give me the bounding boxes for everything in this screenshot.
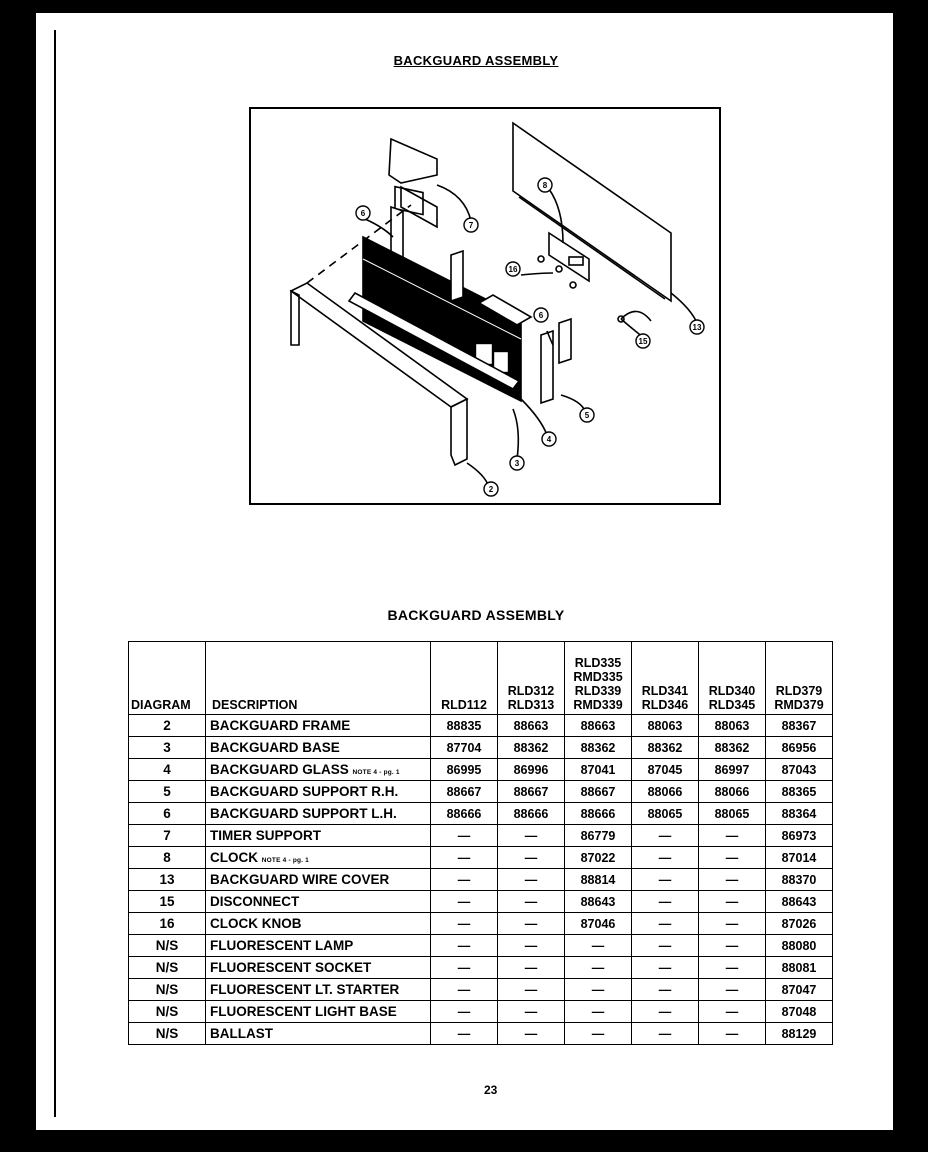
part-number-cell: 88666	[498, 803, 565, 825]
part-number-cell: 88835	[431, 715, 498, 737]
diagram-number-cell: N/S	[129, 935, 206, 957]
table-row	[129, 803, 833, 825]
diagram-number-cell: 2	[129, 715, 206, 737]
part-number-cell: 87704	[431, 737, 498, 759]
page-number: 23	[484, 1083, 498, 1097]
part-number-cell: 87041	[565, 759, 632, 781]
part-number-cell: —	[565, 957, 632, 979]
diagram-number-cell: 8	[129, 847, 206, 869]
part-number-cell: 88129	[766, 1023, 833, 1045]
description-cell	[206, 759, 431, 781]
part-number-cell: 88370	[766, 869, 833, 891]
part-number-cell: —	[565, 935, 632, 957]
part-number-cell: 87014	[766, 847, 833, 869]
part-number-cell: 86779	[565, 825, 632, 847]
description-text: CLOCK	[210, 850, 258, 865]
svg-text:15: 15	[638, 337, 648, 346]
part-number-cell: 88080	[766, 935, 833, 957]
part-number-cell: —	[699, 891, 766, 913]
part-number-cell: —	[632, 957, 699, 979]
table-row	[129, 847, 833, 869]
exploded-diagram	[249, 107, 721, 505]
part-number-cell: 88667	[565, 781, 632, 803]
description-cell	[206, 715, 431, 737]
part-number-cell: —	[431, 869, 498, 891]
column-header-model: RLD341 RLD346	[632, 642, 699, 715]
part-number-cell: 88066	[632, 781, 699, 803]
table-row	[129, 759, 833, 781]
part-number-cell: —	[632, 891, 699, 913]
table-row	[129, 737, 833, 759]
table-row	[129, 1023, 833, 1045]
diagram-number-cell: 4	[129, 759, 206, 781]
description-text: FLUORESCENT LT. STARTER	[210, 982, 400, 997]
part-number-cell: 88065	[632, 803, 699, 825]
callout-13	[690, 320, 704, 334]
part-number-cell: 87047	[766, 979, 833, 1001]
part-number-cell: —	[498, 935, 565, 957]
section-title: BACKGUARD ASSEMBLY	[387, 607, 565, 623]
description-cell	[206, 913, 431, 935]
diagram-number-cell: N/S	[129, 979, 206, 1001]
diagram-number-cell: 3	[129, 737, 206, 759]
description-text: FLUORESCENT LIGHT BASE	[210, 1004, 397, 1019]
description-cell	[206, 803, 431, 825]
part-number-cell: —	[632, 847, 699, 869]
callout-15	[636, 334, 650, 348]
description-cell	[206, 1001, 431, 1023]
column-header-diagram: DIAGRAM	[129, 642, 206, 715]
part-number-cell: 88362	[498, 737, 565, 759]
part-number-cell: 88362	[632, 737, 699, 759]
backguard-exploded-view	[251, 109, 719, 503]
diagram-number-cell: 13	[129, 869, 206, 891]
part-number-cell: —	[498, 869, 565, 891]
description-text: BACKGUARD FRAME	[210, 718, 351, 733]
table-row	[129, 935, 833, 957]
part-number-cell: 88063	[699, 715, 766, 737]
part-number-cell: —	[431, 913, 498, 935]
part-number-cell: —	[431, 1001, 498, 1023]
diagram-number-cell: 7	[129, 825, 206, 847]
callout-5	[580, 408, 594, 422]
part-number-cell: 88081	[766, 957, 833, 979]
callout-2	[484, 482, 498, 496]
part-number-cell: —	[632, 869, 699, 891]
part-number-cell: —	[498, 1001, 565, 1023]
part-number-cell: 86997	[699, 759, 766, 781]
part-number-cell: —	[632, 935, 699, 957]
part-number-cell: 88364	[766, 803, 833, 825]
description-cell	[206, 979, 431, 1001]
diagram-number-cell: N/S	[129, 1023, 206, 1045]
svg-text:2: 2	[488, 485, 494, 494]
description-cell	[206, 1023, 431, 1045]
diagram-number-cell: N/S	[129, 957, 206, 979]
svg-text:6: 6	[360, 209, 366, 218]
table-row	[129, 715, 833, 737]
part-number-cell: —	[431, 1023, 498, 1045]
svg-text:7: 7	[468, 221, 474, 230]
svg-text:16: 16	[508, 265, 518, 274]
part-number-cell: 88367	[766, 715, 833, 737]
part-number-cell: —	[431, 957, 498, 979]
description-text: DISCONNECT	[210, 894, 300, 909]
column-header-model: RLD379 RMD379	[766, 642, 833, 715]
part-number-cell: 86996	[498, 759, 565, 781]
part-number-cell: —	[699, 979, 766, 1001]
part-number-cell: —	[699, 869, 766, 891]
part-number-cell: —	[699, 913, 766, 935]
callout-7	[464, 218, 478, 232]
svg-text:8: 8	[542, 181, 548, 190]
description-cell	[206, 935, 431, 957]
svg-text:6: 6	[538, 311, 544, 320]
diagram-number-cell: 15	[129, 891, 206, 913]
part-number-cell: —	[632, 825, 699, 847]
part-number-cell: 87026	[766, 913, 833, 935]
svg-text:13: 13	[692, 323, 702, 332]
part-number-cell: —	[632, 913, 699, 935]
part-number-cell: —	[699, 957, 766, 979]
description-cell	[206, 781, 431, 803]
description-text: FLUORESCENT LAMP	[210, 938, 354, 953]
diagram-number-cell: N/S	[129, 1001, 206, 1023]
callout-6-lh	[356, 206, 370, 220]
part-number-cell: 88365	[766, 781, 833, 803]
part-number-cell: —	[431, 979, 498, 1001]
description-cell	[206, 847, 431, 869]
description-text: BACKGUARD WIRE COVER	[210, 872, 390, 887]
part-number-cell: —	[498, 1023, 565, 1045]
part-number-cell: 88667	[498, 781, 565, 803]
description-cell	[206, 957, 431, 979]
parts-table	[128, 641, 833, 1045]
table-row	[129, 979, 833, 1001]
part-number-cell: 88643	[565, 891, 632, 913]
part-number-cell: —	[632, 1001, 699, 1023]
callout-8	[538, 178, 552, 192]
part-number-cell: 88643	[766, 891, 833, 913]
footnote-reference: NOTE 4 - pg. 1	[352, 769, 400, 776]
parts-table-body	[129, 715, 833, 1045]
part-number-cell: 88666	[431, 803, 498, 825]
description-cell	[206, 737, 431, 759]
svg-text:5: 5	[584, 411, 590, 420]
callout-6	[534, 308, 548, 322]
part-number-cell: —	[431, 825, 498, 847]
part-number-cell: —	[498, 825, 565, 847]
part-number-cell: —	[498, 913, 565, 935]
part-number-cell: 88814	[565, 869, 632, 891]
part-number-cell: —	[699, 1001, 766, 1023]
column-header-model: RLD312 RLD313	[498, 642, 565, 715]
footnote-reference: NOTE 4 - pg. 1	[261, 857, 309, 864]
description-text: TIMER SUPPORT	[210, 828, 322, 843]
part-number-cell: —	[699, 1023, 766, 1045]
part-number-cell: 88663	[565, 715, 632, 737]
callout-3	[510, 456, 524, 470]
part-number-cell: —	[565, 1023, 632, 1045]
diagram-number-cell: 5	[129, 781, 206, 803]
part-number-cell: 87022	[565, 847, 632, 869]
description-text: BACKGUARD GLASS	[210, 762, 349, 777]
column-header-model: RLD340 RLD345	[699, 642, 766, 715]
table-row	[129, 1001, 833, 1023]
page-title: BACKGUARD ASSEMBLY	[393, 53, 559, 68]
part-number-cell: 86956	[766, 737, 833, 759]
description-text: FLUORESCENT SOCKET	[210, 960, 372, 975]
svg-text:3: 3	[514, 459, 520, 468]
part-number-cell: 88362	[565, 737, 632, 759]
part-number-cell: 87048	[766, 1001, 833, 1023]
description-cell	[206, 825, 431, 847]
description-text: BACKGUARD BASE	[210, 740, 340, 755]
description-text: BALLAST	[210, 1026, 273, 1041]
part-number-cell: 86973	[766, 825, 833, 847]
table-row	[129, 825, 833, 847]
part-number-cell: 88362	[699, 737, 766, 759]
part-number-cell: 87043	[766, 759, 833, 781]
svg-text:4: 4	[546, 435, 552, 444]
description-cell	[206, 891, 431, 913]
description-text: CLOCK KNOB	[210, 916, 302, 931]
part-number-cell: —	[431, 847, 498, 869]
document-page	[36, 13, 893, 1130]
callout-4	[542, 432, 556, 446]
column-header-model: RLD335 RMD335 RLD339 RMD339	[565, 642, 632, 715]
part-number-cell: 88666	[565, 803, 632, 825]
margin-rule	[54, 30, 56, 1117]
table-header-row	[129, 642, 833, 715]
part-number-cell: 88663	[498, 715, 565, 737]
part-number-cell: —	[565, 979, 632, 1001]
part-number-cell: —	[632, 1023, 699, 1045]
part-number-cell: —	[498, 957, 565, 979]
part-number-cell: —	[632, 979, 699, 1001]
part-number-cell: 88065	[699, 803, 766, 825]
part-number-cell: —	[699, 847, 766, 869]
table-row	[129, 891, 833, 913]
part-number-cell: 88066	[699, 781, 766, 803]
table-row	[129, 781, 833, 803]
part-number-cell: 86995	[431, 759, 498, 781]
part-number-cell: —	[699, 825, 766, 847]
part-number-cell: 87045	[632, 759, 699, 781]
table-row	[129, 957, 833, 979]
part-number-cell: 87046	[565, 913, 632, 935]
column-header-model: RLD112	[431, 642, 498, 715]
table-row	[129, 913, 833, 935]
description-text: BACKGUARD SUPPORT R.H.	[210, 784, 399, 799]
diagram-number-cell: 6	[129, 803, 206, 825]
part-number-cell: —	[431, 935, 498, 957]
part-number-cell: 88063	[632, 715, 699, 737]
part-number-cell: 88667	[431, 781, 498, 803]
part-number-cell: —	[498, 979, 565, 1001]
callout-16	[506, 262, 520, 276]
diagram-number-cell: 16	[129, 913, 206, 935]
description-text: BACKGUARD SUPPORT L.H.	[210, 806, 397, 821]
part-number-cell: —	[498, 847, 565, 869]
part-number-cell: —	[498, 891, 565, 913]
part-number-cell: —	[431, 891, 498, 913]
column-header-description: DESCRIPTION	[206, 642, 431, 715]
description-cell	[206, 869, 431, 891]
part-number-cell: —	[565, 1001, 632, 1023]
table-row	[129, 869, 833, 891]
part-number-cell: —	[699, 935, 766, 957]
